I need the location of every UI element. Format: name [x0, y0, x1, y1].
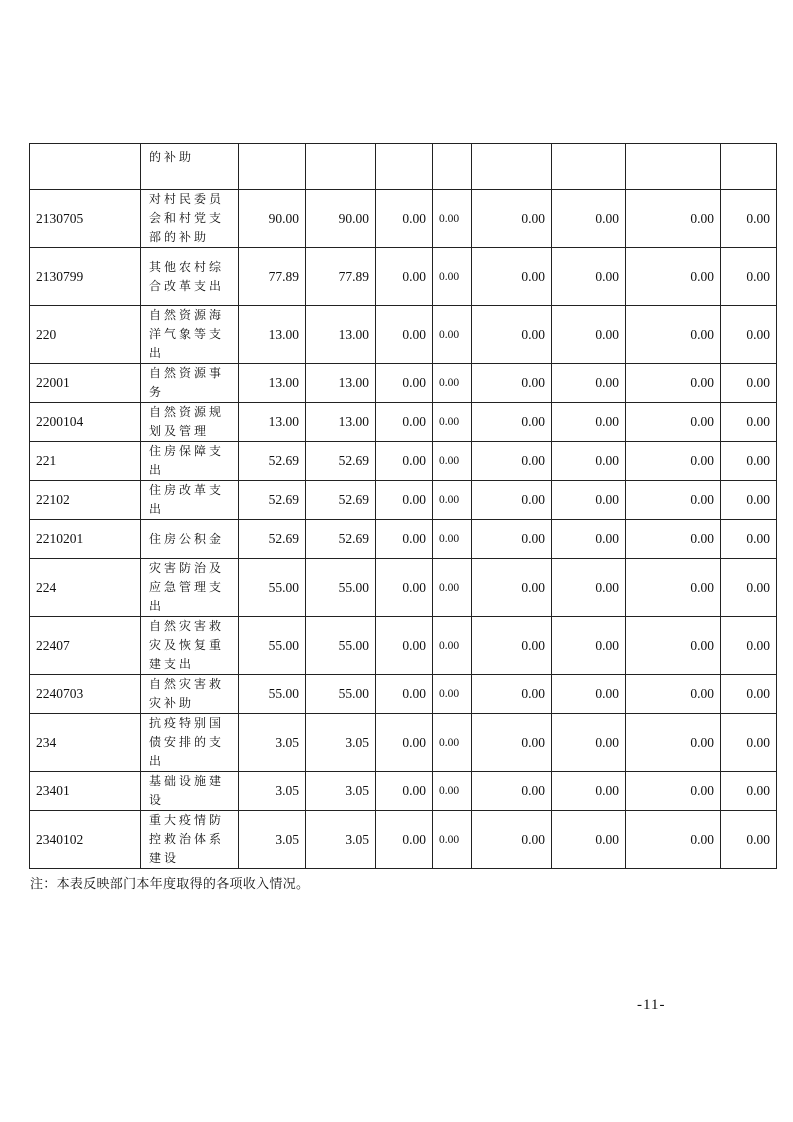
- gov-fund-budget-cell: 0.00: [376, 520, 433, 559]
- subject-code-cell: 224: [30, 559, 141, 617]
- subject-code-cell: 22407: [30, 617, 141, 675]
- subject-name-cell: 住房保障支出: [141, 442, 239, 481]
- other-income-cell: 0.00: [721, 520, 777, 559]
- income-table: [29, 143, 777, 869]
- general-public-budget-cell: 55.00: [306, 617, 376, 675]
- business-income-cell: 0.00: [552, 403, 626, 442]
- budget-total-cell: 3.05: [239, 772, 306, 811]
- subject-code-cell: 2130799: [30, 248, 141, 306]
- business-income-cell: 0.00: [552, 442, 626, 481]
- general-public-budget-cell: 55.00: [306, 559, 376, 617]
- general-public-budget-cell: 90.00: [306, 190, 376, 248]
- financial-special-account-cell: 0.00: [472, 520, 552, 559]
- budget-total-cell: 55.00: [239, 559, 306, 617]
- gov-fund-budget-cell: 0.00: [376, 442, 433, 481]
- table-row: [30, 559, 777, 617]
- table-row: [30, 190, 777, 248]
- subject-name-cell: 对村民委员会和村党支部的补助: [141, 190, 239, 248]
- other-income-cell: 0.00: [721, 811, 777, 869]
- financial-special-account-cell: [472, 144, 552, 190]
- operating-income-cell: 0.00: [626, 520, 721, 559]
- gov-fund-budget-cell: 0.00: [376, 714, 433, 772]
- business-income-cell: 0.00: [552, 520, 626, 559]
- subject-code-cell: 2130705: [30, 190, 141, 248]
- other-income-cell: 0.00: [721, 675, 777, 714]
- subject-code-cell: 22001: [30, 364, 141, 403]
- state-capital-budget-cell: [433, 144, 472, 190]
- budget-total-cell: 52.69: [239, 442, 306, 481]
- subject-code-cell: 2240703: [30, 675, 141, 714]
- financial-special-account-cell: 0.00: [472, 481, 552, 520]
- budget-total-cell: 55.00: [239, 675, 306, 714]
- state-capital-budget-cell: 0.00: [433, 617, 472, 675]
- financial-special-account-cell: 0.00: [472, 617, 552, 675]
- table-row: [30, 248, 777, 306]
- subject-name-cell: 自然资源海洋气象等支出: [141, 306, 239, 364]
- financial-special-account-cell: 0.00: [472, 403, 552, 442]
- gov-fund-budget-cell: 0.00: [376, 559, 433, 617]
- other-income-cell: 0.00: [721, 714, 777, 772]
- state-capital-budget-cell: 0.00: [433, 481, 472, 520]
- general-public-budget-cell: 52.69: [306, 481, 376, 520]
- budget-total-cell: 3.05: [239, 714, 306, 772]
- state-capital-budget-cell: 0.00: [433, 714, 472, 772]
- subject-name-cell: 灾害防治及应急管理支出: [141, 559, 239, 617]
- operating-income-cell: 0.00: [626, 772, 721, 811]
- income-table-body: [30, 144, 777, 869]
- budget-total-cell: 90.00: [239, 190, 306, 248]
- general-public-budget-cell: 52.69: [306, 520, 376, 559]
- subject-name-cell: 的补助: [141, 144, 239, 190]
- subject-name-cell: 重大疫情防控救治体系建设: [141, 811, 239, 869]
- state-capital-budget-cell: 0.00: [433, 559, 472, 617]
- state-capital-budget-cell: 0.00: [433, 811, 472, 869]
- subject-name-cell: 抗疫特别国债安排的支出: [141, 714, 239, 772]
- state-capital-budget-cell: 0.00: [433, 520, 472, 559]
- operating-income-cell: [626, 144, 721, 190]
- subject-code-cell: 2200104: [30, 403, 141, 442]
- general-public-budget-cell: 3.05: [306, 772, 376, 811]
- subject-name-cell: 住房改革支出: [141, 481, 239, 520]
- operating-income-cell: 0.00: [626, 559, 721, 617]
- gov-fund-budget-cell: 0.00: [376, 772, 433, 811]
- business-income-cell: 0.00: [552, 248, 626, 306]
- business-income-cell: 0.00: [552, 675, 626, 714]
- general-public-budget-cell: 13.00: [306, 403, 376, 442]
- financial-special-account-cell: 0.00: [472, 442, 552, 481]
- subject-code-cell: 234: [30, 714, 141, 772]
- business-income-cell: 0.00: [552, 306, 626, 364]
- state-capital-budget-cell: 0.00: [433, 248, 472, 306]
- general-public-budget-cell: [306, 144, 376, 190]
- gov-fund-budget-cell: 0.00: [376, 306, 433, 364]
- operating-income-cell: 0.00: [626, 364, 721, 403]
- financial-special-account-cell: 0.00: [472, 714, 552, 772]
- gov-fund-budget-cell: 0.00: [376, 248, 433, 306]
- operating-income-cell: 0.00: [626, 403, 721, 442]
- other-income-cell: 0.00: [721, 364, 777, 403]
- gov-fund-budget-cell: 0.00: [376, 403, 433, 442]
- table-row: [30, 364, 777, 403]
- subject-code-cell: 23401: [30, 772, 141, 811]
- business-income-cell: 0.00: [552, 190, 626, 248]
- state-capital-budget-cell: 0.00: [433, 364, 472, 403]
- financial-special-account-cell: 0.00: [472, 364, 552, 403]
- operating-income-cell: 0.00: [626, 481, 721, 520]
- other-income-cell: 0.00: [721, 772, 777, 811]
- table-footnote: 注：本表反映部门本年度取得的各项收入情况。: [30, 877, 310, 892]
- other-income-cell: 0.00: [721, 190, 777, 248]
- table-row: [30, 403, 777, 442]
- table-row: [30, 714, 777, 772]
- general-public-budget-cell: 77.89: [306, 248, 376, 306]
- budget-total-cell: 13.00: [239, 364, 306, 403]
- operating-income-cell: 0.00: [626, 617, 721, 675]
- operating-income-cell: 0.00: [626, 714, 721, 772]
- subject-name-cell: 住房公积金: [141, 520, 239, 559]
- table-row: [30, 520, 777, 559]
- financial-special-account-cell: 0.00: [472, 190, 552, 248]
- budget-total-cell: 13.00: [239, 306, 306, 364]
- gov-fund-budget-cell: 0.00: [376, 811, 433, 869]
- other-income-cell: 0.00: [721, 481, 777, 520]
- business-income-cell: 0.00: [552, 364, 626, 403]
- budget-total-cell: 52.69: [239, 520, 306, 559]
- financial-special-account-cell: 0.00: [472, 811, 552, 869]
- gov-fund-budget-cell: 0.00: [376, 675, 433, 714]
- subject-code-cell: 220: [30, 306, 141, 364]
- subject-code-cell: [30, 144, 141, 190]
- operating-income-cell: 0.00: [626, 306, 721, 364]
- table-row: [30, 617, 777, 675]
- business-income-cell: 0.00: [552, 714, 626, 772]
- subject-name-cell: 自然资源规划及管理: [141, 403, 239, 442]
- table-row: [30, 772, 777, 811]
- gov-fund-budget-cell: 0.00: [376, 481, 433, 520]
- general-public-budget-cell: 13.00: [306, 306, 376, 364]
- state-capital-budget-cell: 0.00: [433, 306, 472, 364]
- general-public-budget-cell: 55.00: [306, 675, 376, 714]
- subject-name-cell: 自然灾害救灾及恢复重建支出: [141, 617, 239, 675]
- other-income-cell: 0.00: [721, 442, 777, 481]
- general-public-budget-cell: 52.69: [306, 442, 376, 481]
- other-income-cell: [721, 144, 777, 190]
- gov-fund-budget-cell: [376, 144, 433, 190]
- subject-name-cell: 基础设施建设: [141, 772, 239, 811]
- budget-total-cell: 52.69: [239, 481, 306, 520]
- state-capital-budget-cell: 0.00: [433, 675, 472, 714]
- subject-name-cell: 自然灾害救灾补助: [141, 675, 239, 714]
- subject-code-cell: 2210201: [30, 520, 141, 559]
- business-income-cell: 0.00: [552, 772, 626, 811]
- table-row: [30, 811, 777, 869]
- other-income-cell: 0.00: [721, 403, 777, 442]
- budget-total-cell: 3.05: [239, 811, 306, 869]
- subject-name-cell: 其他农村综合改革支出: [141, 248, 239, 306]
- financial-special-account-cell: 0.00: [472, 772, 552, 811]
- table-row: [30, 306, 777, 364]
- subject-code-cell: 22102: [30, 481, 141, 520]
- table-row: [30, 144, 777, 190]
- state-capital-budget-cell: 0.00: [433, 442, 472, 481]
- financial-special-account-cell: 0.00: [472, 675, 552, 714]
- table-row: [30, 481, 777, 520]
- state-capital-budget-cell: 0.00: [433, 190, 472, 248]
- state-capital-budget-cell: 0.00: [433, 403, 472, 442]
- business-income-cell: 0.00: [552, 617, 626, 675]
- gov-fund-budget-cell: 0.00: [376, 190, 433, 248]
- other-income-cell: 0.00: [721, 559, 777, 617]
- gov-fund-budget-cell: 0.00: [376, 617, 433, 675]
- financial-special-account-cell: 0.00: [472, 248, 552, 306]
- table-row: [30, 675, 777, 714]
- financial-special-account-cell: 0.00: [472, 306, 552, 364]
- budget-total-cell: 77.89: [239, 248, 306, 306]
- table-row: [30, 442, 777, 481]
- subject-code-cell: 2340102: [30, 811, 141, 869]
- gov-fund-budget-cell: 0.00: [376, 364, 433, 403]
- page-number: -11-: [637, 997, 666, 1013]
- state-capital-budget-cell: 0.00: [433, 772, 472, 811]
- business-income-cell: 0.00: [552, 481, 626, 520]
- business-income-cell: [552, 144, 626, 190]
- general-public-budget-cell: 13.00: [306, 364, 376, 403]
- budget-total-cell: 55.00: [239, 617, 306, 675]
- budget-total-cell: [239, 144, 306, 190]
- operating-income-cell: 0.00: [626, 190, 721, 248]
- general-public-budget-cell: 3.05: [306, 714, 376, 772]
- operating-income-cell: 0.00: [626, 675, 721, 714]
- subject-code-cell: 221: [30, 442, 141, 481]
- operating-income-cell: 0.00: [626, 811, 721, 869]
- other-income-cell: 0.00: [721, 248, 777, 306]
- general-public-budget-cell: 3.05: [306, 811, 376, 869]
- business-income-cell: 0.00: [552, 811, 626, 869]
- operating-income-cell: 0.00: [626, 442, 721, 481]
- budget-total-cell: 13.00: [239, 403, 306, 442]
- other-income-cell: 0.00: [721, 617, 777, 675]
- business-income-cell: 0.00: [552, 559, 626, 617]
- other-income-cell: 0.00: [721, 306, 777, 364]
- subject-name-cell: 自然资源事务: [141, 364, 239, 403]
- operating-income-cell: 0.00: [626, 248, 721, 306]
- financial-special-account-cell: 0.00: [472, 559, 552, 617]
